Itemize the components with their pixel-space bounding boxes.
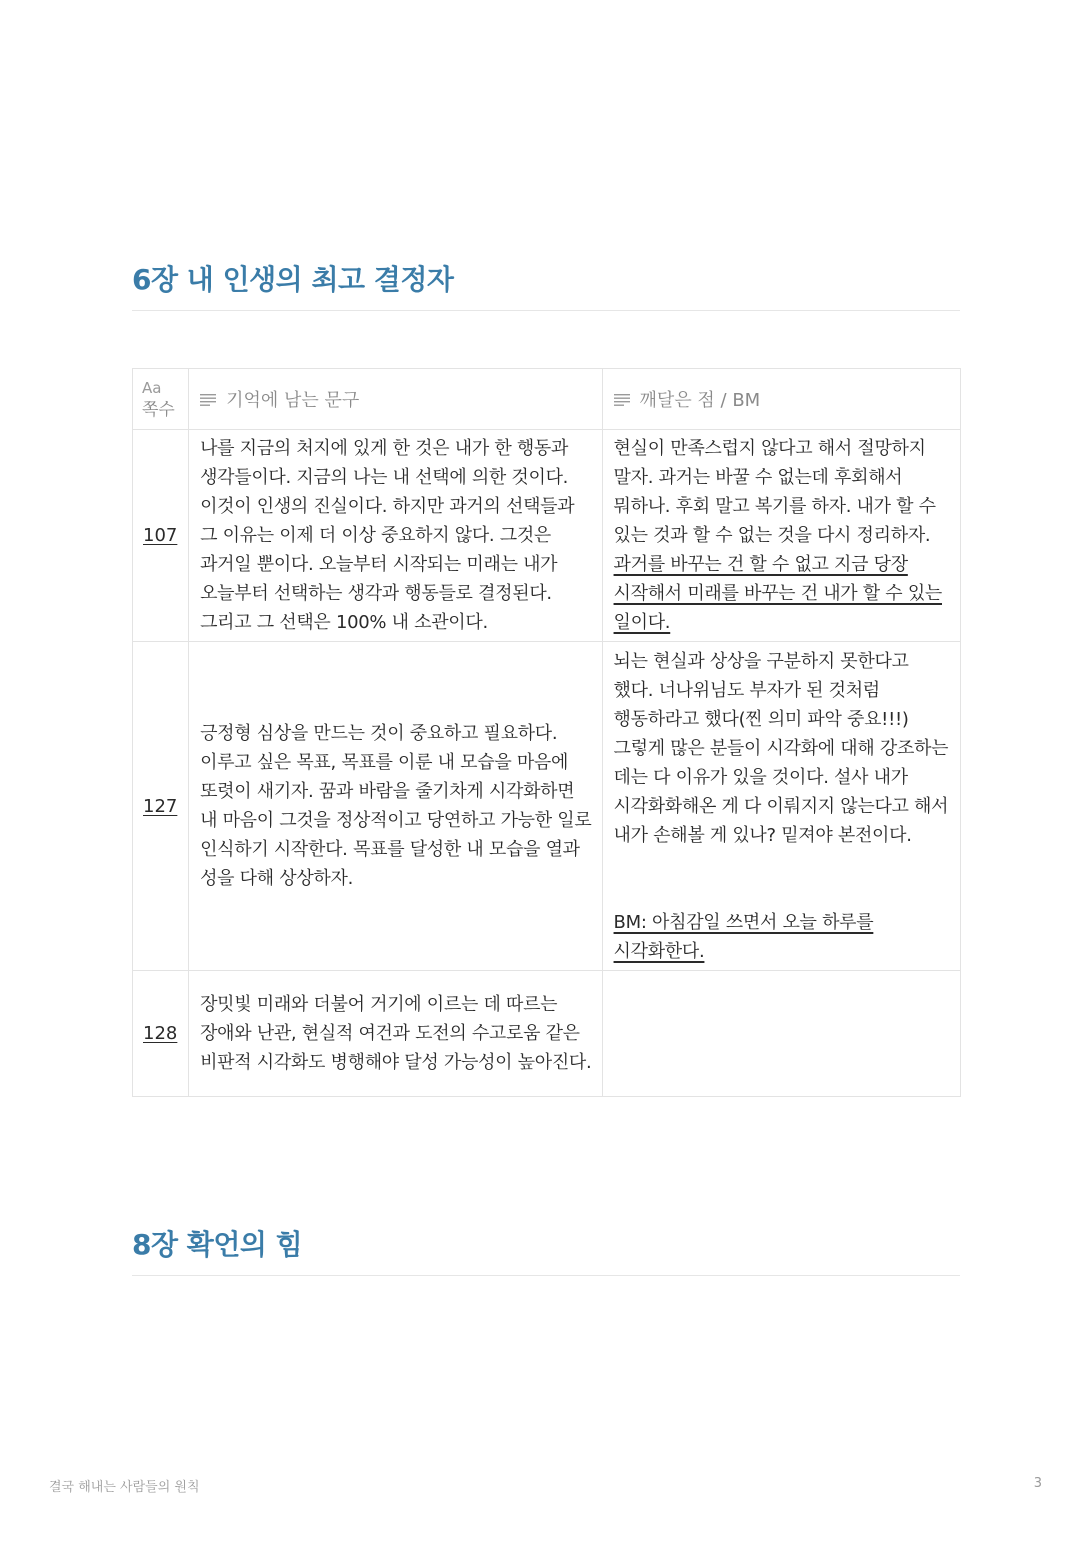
note-cell[interactable] [602, 430, 960, 642]
page-link[interactable]: 127 [143, 795, 178, 817]
table-row [133, 430, 961, 642]
page-cell[interactable] [133, 971, 189, 1097]
page-link[interactable]: 128 [143, 1023, 178, 1044]
table-row [133, 642, 961, 971]
column-header-note-label: 깨달은 점 / BM [639, 390, 761, 411]
text-property-icon [200, 393, 216, 407]
note-underlined-text: 과거를 바꾸는 건 할 수 없고 지금 당장 시작해서 미래를 바꾸는 건 내가 할 수 있는 일이다. [613, 554, 942, 633]
title-property-icon: Aa [142, 379, 162, 397]
quote-cell[interactable]: 긍정형 심상을 만드는 것이 중요하고 필요하다. 이루고 싶은 목표, 목표를 이룬 내 모습을 마음에 또렷이 새기자. 꿈과 바람을 줄기차게 시각화하면 내 마음이 그것을 정상적이고 당연하고 가능한 일로 인식하기 시작한다. 목표를 달성한 내 모습을 열과 성을 다해 상상하자. [189, 642, 602, 971]
column-header-note[interactable] [602, 369, 960, 430]
note-text: 뇌는 현실과 상상을 구분하지 못한다고 했다. 너나위님도 부자가 된 것처럼 행동하라고 했다(찐 의미 파악 중요!!!) 그렇게 많은 분들이 시각화에 대해 강조하는 데는 다 이유가 있을 것이다. 설사 내가 시각화화해온 게 다 이뤄지지 않는다고 해서 내가 손해볼 게 있나? 밑져야 본전이다. [613, 650, 949, 846]
note-text: 현실이 만족스럽지 않다고 해서 절망하지 말자. 과거는 바꿀 수 없는데 후회해서 뭐하나. 후회 말고 복기를 하자. 내가 할 수 있는 것과 할 수 없는 것을 다시 정리하자. [613, 438, 936, 546]
page-link[interactable]: 107 [143, 525, 178, 546]
column-header-page[interactable] [133, 369, 189, 430]
section-title-chapter-8: 8장 확언의 힘 [132, 1223, 960, 1276]
footer-page-number: 3 [1033, 1476, 1042, 1491]
table-header-row [133, 369, 961, 430]
column-header-page-label: 쪽수 [142, 400, 175, 420]
note-underlined-text: BM: 아침감일 쓰면서 오늘 하루를 시각화한다. [613, 911, 874, 962]
footer-book-title: 결국 해내는 사람들의 원칙 [49, 1480, 200, 1495]
quote-cell[interactable]: 나를 지금의 처지에 있게 한 것은 내가 한 행동과 생각들이다. 지금의 나는 내 선택에 의한 것이다. 이것이 인생의 진실이다. 하지만 과거의 선택들과 그 이유는 이제 더 이상 중요하지 않다. 그것은 과거일 뿐이다. 오늘부터 시작되는 미래는 내가 오늘부터 선택하는 생각과 행동들로 결정된다. 그리고 그 선택은 100% 내 소관이다. [189, 430, 602, 642]
column-header-quote-label: 기억에 남는 문구 [226, 390, 360, 411]
text-property-icon [614, 393, 630, 407]
section-title-chapter-6: 6장 내 인생의 최고 결정자 [132, 258, 960, 311]
note-cell[interactable] [602, 971, 960, 1097]
quote-cell[interactable]: 장밋빛 미래와 더불어 거기에 이르는 데 따르는 장애와 난관, 현실적 여건과 도전의 수고로움 같은 비판적 시각화도 병행해야 달성 가능성이 높아진다. [189, 971, 602, 1097]
page-cell[interactable] [133, 430, 189, 642]
page-cell[interactable] [133, 642, 189, 971]
column-header-quote[interactable] [189, 369, 602, 430]
note-cell[interactable] [602, 642, 960, 971]
table-row [133, 971, 961, 1097]
notes-table [132, 368, 961, 1097]
